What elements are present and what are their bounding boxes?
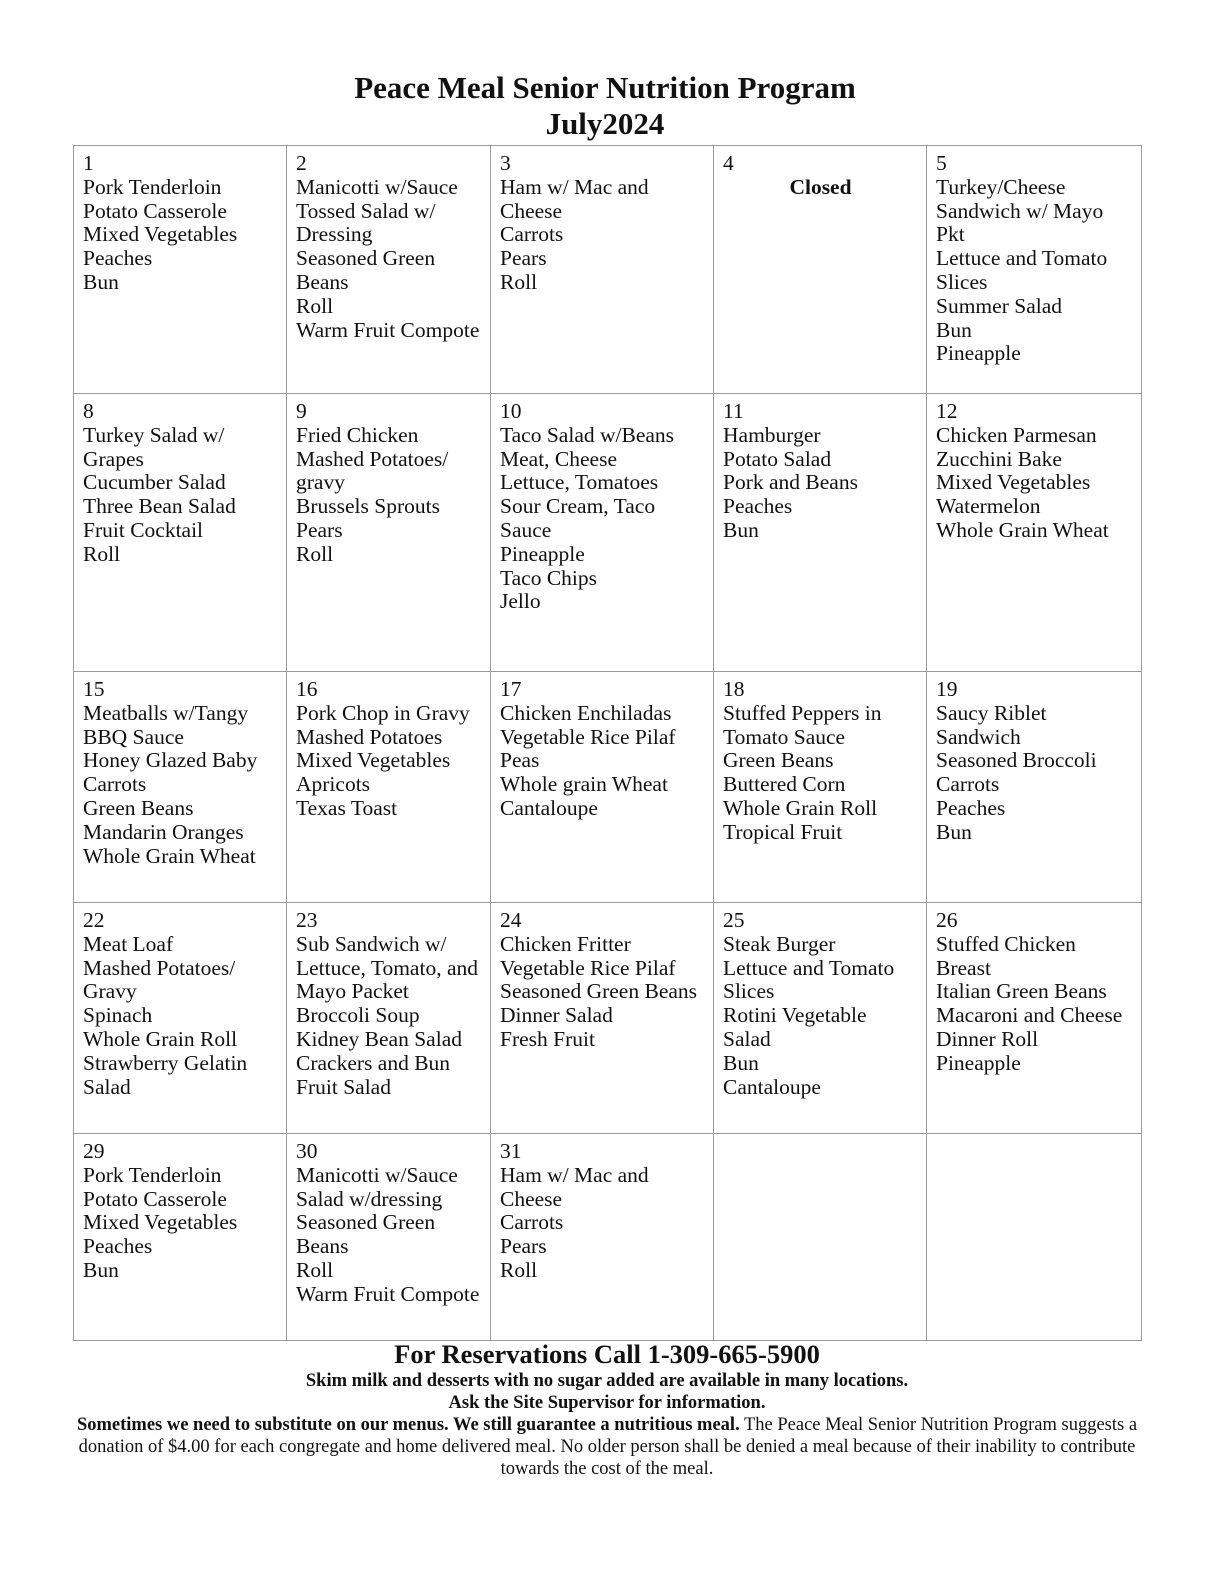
menu-item: Green Beans [83,795,194,820]
week-row [74,1134,1142,1341]
day-number: 30 [296,1139,318,1163]
menu-item: Sandwich [936,724,1021,749]
menu-item: Jello [500,589,541,614]
menu-item: Sandwich w/ Mayo [936,198,1104,223]
day-number: 11 [723,399,744,423]
menu-item: Seasoned Green [296,246,436,271]
day-number: 12 [936,399,958,423]
week-row [74,146,1142,394]
day-cell [491,1134,714,1341]
menu-item: Pork Tenderloin [83,1162,222,1187]
day-cell [927,672,1142,903]
day-number: 8 [83,399,94,423]
day-number: 22 [83,908,105,932]
menu-item: Lettuce and Tomato [723,955,895,980]
menu-item: Pork Chop in Gravy [296,700,470,725]
day-number: 3 [500,151,511,175]
day-cell [74,1134,287,1341]
menu-item: Mixed Vegetables [83,222,238,247]
substitution-note: Sometimes we need to substitute on our menus. We still guarantee a nutritious meal. [76,1415,740,1435]
menu-item: Rotini Vegetable [723,1003,867,1028]
menu-item: Whole Grain Roll [723,795,878,820]
menu-item: Mashed Potatoes/ [296,446,449,471]
menu-item: Tropical Fruit [723,819,843,844]
availability-note: Skim milk and desserts with no sugar added are available in many locations. [305,1371,909,1391]
day-cell [927,1134,1142,1341]
menu-item: Salad w/dressing [296,1186,443,1211]
menu-item: Meat Loaf [83,931,174,956]
day-cell [491,903,714,1134]
reservations-line: For Reservations Call 1-309-665-5900 [394,1339,820,1369]
day-number: 4 [723,151,734,175]
menu-item: Pears [500,246,547,271]
menu-item: Chicken Fritter [500,931,631,956]
week-row [74,903,1142,1134]
menu-item: Ham w/ Mac and [500,1162,649,1187]
menu-item: Seasoned Broccoli [936,748,1097,773]
menu-item: Breast [936,955,991,980]
day-cell [287,903,491,1134]
menu-item: Meatballs w/Tangy [83,700,249,725]
day-number: 26 [936,908,958,932]
menu-item: Slices [936,269,988,294]
menu-item: Pineapple [936,1050,1021,1075]
menu-item: Bun [83,1257,119,1282]
menu-item: Cantaloupe [723,1074,821,1099]
menu-item: Mixed Vegetables [83,1210,238,1235]
day-number: 2 [296,151,307,175]
menu-item: Peaches [83,1234,153,1259]
menu-item: Warm Fruit Compote [296,317,480,342]
menu-item: Three Bean Salad [83,494,236,519]
menu-item: Seasoned Green Beans [500,979,698,1004]
day-number [936,1140,1133,1164]
menu-item: Carrots [500,222,564,247]
menu-item: Green Beans [723,748,834,773]
month-title: July2024 [545,106,665,141]
supervisor-note: Ask the Site Supervisor for information. [448,1393,766,1413]
day-number: 1 [83,151,94,175]
menu-item: Taco Salad w/Beans [500,422,675,447]
menu-item: Sub Sandwich w/ [296,931,447,956]
menu-item: Taco Chips [500,565,598,590]
menu-item: Fruit Cocktail [83,517,204,542]
menu-item: Turkey Salad w/ [83,422,225,447]
day-number: 18 [723,677,745,701]
day-number: 16 [296,677,318,701]
menu-item: Carrots [83,772,147,797]
menu-item: Vegetable Rice Pilaf [500,724,676,749]
menu-item: Grapes [83,446,144,471]
menu-item: Whole grain Wheat [500,772,668,797]
menu-item: Mashed Potatoes [296,724,443,749]
menu-item: Carrots [936,772,1000,797]
menu-item: Texas Toast [296,795,398,820]
menu-item: Bun [936,819,972,844]
menu-item: Whole Grain Roll [83,1026,238,1051]
day-number: 5 [936,151,947,175]
day-number: 24 [500,908,522,932]
menu-item: Roll [500,1257,538,1282]
menu-item: Strawberry Gelatin [83,1050,248,1075]
day-cell [927,146,1142,394]
menu-item: Honey Glazed Baby [83,748,258,773]
menu-item: Macaroni and Cheese [936,1003,1123,1028]
menu-item: Potato Casserole [83,1186,227,1211]
menu-item: Pork and Beans [723,470,858,495]
menu-item: Saucy Riblet [936,700,1047,725]
menu-item: Hamburger [723,422,821,447]
menu-item: Sour Cream, Taco [500,494,656,519]
menu-item: Stuffed Chicken [936,931,1076,956]
menu-item: Warm Fruit Compote [296,1281,480,1306]
menu-item: Sauce [500,517,552,542]
menu-item: Roll [83,541,121,566]
menu-item: Lettuce, Tomato, and [296,955,478,980]
day-cell [714,146,927,394]
menu-item: Broccoli Soup [296,1003,420,1028]
header [0,70,1210,142]
menu-item: Mayo Packet [296,979,409,1004]
menu-item: Apricots [296,772,371,797]
day-number: 31 [500,1139,522,1163]
footer [73,1338,1141,1480]
day-number: 29 [83,1139,105,1163]
menu-item: Mixed Vegetables [296,748,451,773]
menu-item: Summer Salad [936,293,1062,318]
day-cell [714,1134,927,1341]
menu-item: Fresh Fruit [500,1026,595,1051]
day-number: 25 [723,908,745,932]
day-cell [491,394,714,672]
day-cell [714,903,927,1134]
menu-item: Whole Grain Wheat [936,517,1109,542]
day-number: 17 [500,677,522,701]
week-row [74,672,1142,903]
menu-calendar-body [74,146,1142,1341]
menu-item: Tossed Salad w/ [296,198,436,223]
menu-item: Cheese [500,198,563,223]
donation-paragraph [73,1414,1141,1480]
menu-item: Dinner Roll [936,1026,1039,1051]
menu-item: Gravy [83,979,137,1004]
menu-item: Bun [936,317,972,342]
menu-item: Bun [723,517,759,542]
menu-item: Zucchini Bake [936,446,1062,471]
menu-item: Bun [723,1050,759,1075]
menu-item: Cucumber Salad [83,470,226,495]
menu-item: Tomato Sauce [723,724,846,749]
menu-item: Fruit Salad [296,1074,391,1099]
menu-item: Peaches [723,494,793,519]
day-number [723,1140,918,1164]
menu-item: Dinner Salad [500,1003,613,1028]
menu-item: Meat, Cheese [500,446,618,471]
menu-item: Salad [83,1074,131,1099]
day-number: 15 [83,677,105,701]
menu-item: Peaches [83,246,153,271]
day-number: 19 [936,677,958,701]
day-number: 23 [296,908,318,932]
menu-item: BBQ Sauce [83,724,184,749]
menu-item: Carrots [500,1210,564,1235]
day-cell [927,903,1142,1134]
menu-item: Chicken Enchiladas [500,700,672,725]
menu-item: Pork Tenderloin [83,174,222,199]
menu-item: Manicotti w/Sauce [296,174,458,199]
menu-item: Roll [296,541,334,566]
day-cell [74,903,287,1134]
day-cell [714,394,927,672]
menu-item: Pineapple [500,541,585,566]
menu-item: Kidney Bean Salad [296,1026,462,1051]
menu-item: Beans [296,1234,349,1259]
menu-item: Seasoned Green [296,1210,436,1235]
menu-item: Mashed Potatoes/ [83,955,236,980]
day-cell [287,146,491,394]
menu-item: Turkey/Cheese [936,174,1066,199]
menu-item: Mandarin Oranges [83,819,244,844]
menu-item: Pineapple [936,341,1021,366]
page-title: Peace Meal Senior Nutrition Program [354,70,856,105]
menu-item: Spinach [83,1003,153,1028]
menu-item: Ham w/ Mac and [500,174,649,199]
menu-item: gravy [296,470,345,495]
menu-item: Vegetable Rice Pilaf [500,955,676,980]
day-number: 10 [500,399,522,423]
day-cell [491,672,714,903]
day-cell [491,146,714,394]
menu-item: Dressing [296,222,373,247]
menu-item: Beans [296,269,349,294]
menu-item: Brussels Sprouts [296,494,440,519]
menu-item: Crackers and Bun [296,1050,451,1075]
menu-item: Stuffed Peppers in [723,700,882,725]
day-cell [74,672,287,903]
donation-note: The Peace Meal Senior Nutrition Program suggests a donation of $4.00 for each congregate and home delivered meal. No older person shall be denied a meal because of their inability to contribute towards the cost of the meal. [78,1415,1138,1479]
menu-item: Italian Green Beans [936,979,1107,1004]
week-row [74,394,1142,672]
day-cell [74,146,287,394]
day-cell [74,394,287,672]
menu-item: Watermelon [936,494,1041,519]
menu-item: Pears [500,1234,547,1259]
day-cell [714,672,927,903]
menu-item: Fried Chicken [296,422,419,447]
day-cell [287,394,491,672]
day-cell [287,1134,491,1341]
menu-item: Bun [83,269,119,294]
day-cell [287,672,491,903]
menu-item: Potato Salad [723,446,832,471]
menu-item: Mixed Vegetables [936,470,1091,495]
menu-item: Peas [500,748,540,773]
menu-item: Roll [296,293,334,318]
menu-item: Pears [296,517,343,542]
menu-item: Peaches [936,795,1006,820]
menu-item: Salad [723,1026,771,1051]
menu-item: Manicotti w/Sauce [296,1162,458,1187]
day-number: 9 [296,399,307,423]
menu-item: Pkt [936,222,965,247]
menu-item: Buttered Corn [723,772,846,797]
day-cell [927,394,1142,672]
menu-item: Cantaloupe [500,795,598,820]
menu-calendar [73,145,1142,1341]
menu-item: Lettuce, Tomatoes [500,470,659,495]
menu-item: Chicken Parmesan [936,422,1097,447]
menu-item: Potato Casserole [83,198,227,223]
menu-item: Steak Burger [723,931,836,956]
menu-item: Roll [500,269,538,294]
closed-label: Closed [789,174,852,199]
menu-item: Cheese [500,1186,563,1211]
menu-item: Whole Grain Wheat [83,843,256,868]
menu-item: Slices [723,979,775,1004]
menu-item: Roll [296,1257,334,1282]
menu-item: Lettuce and Tomato [936,246,1108,271]
